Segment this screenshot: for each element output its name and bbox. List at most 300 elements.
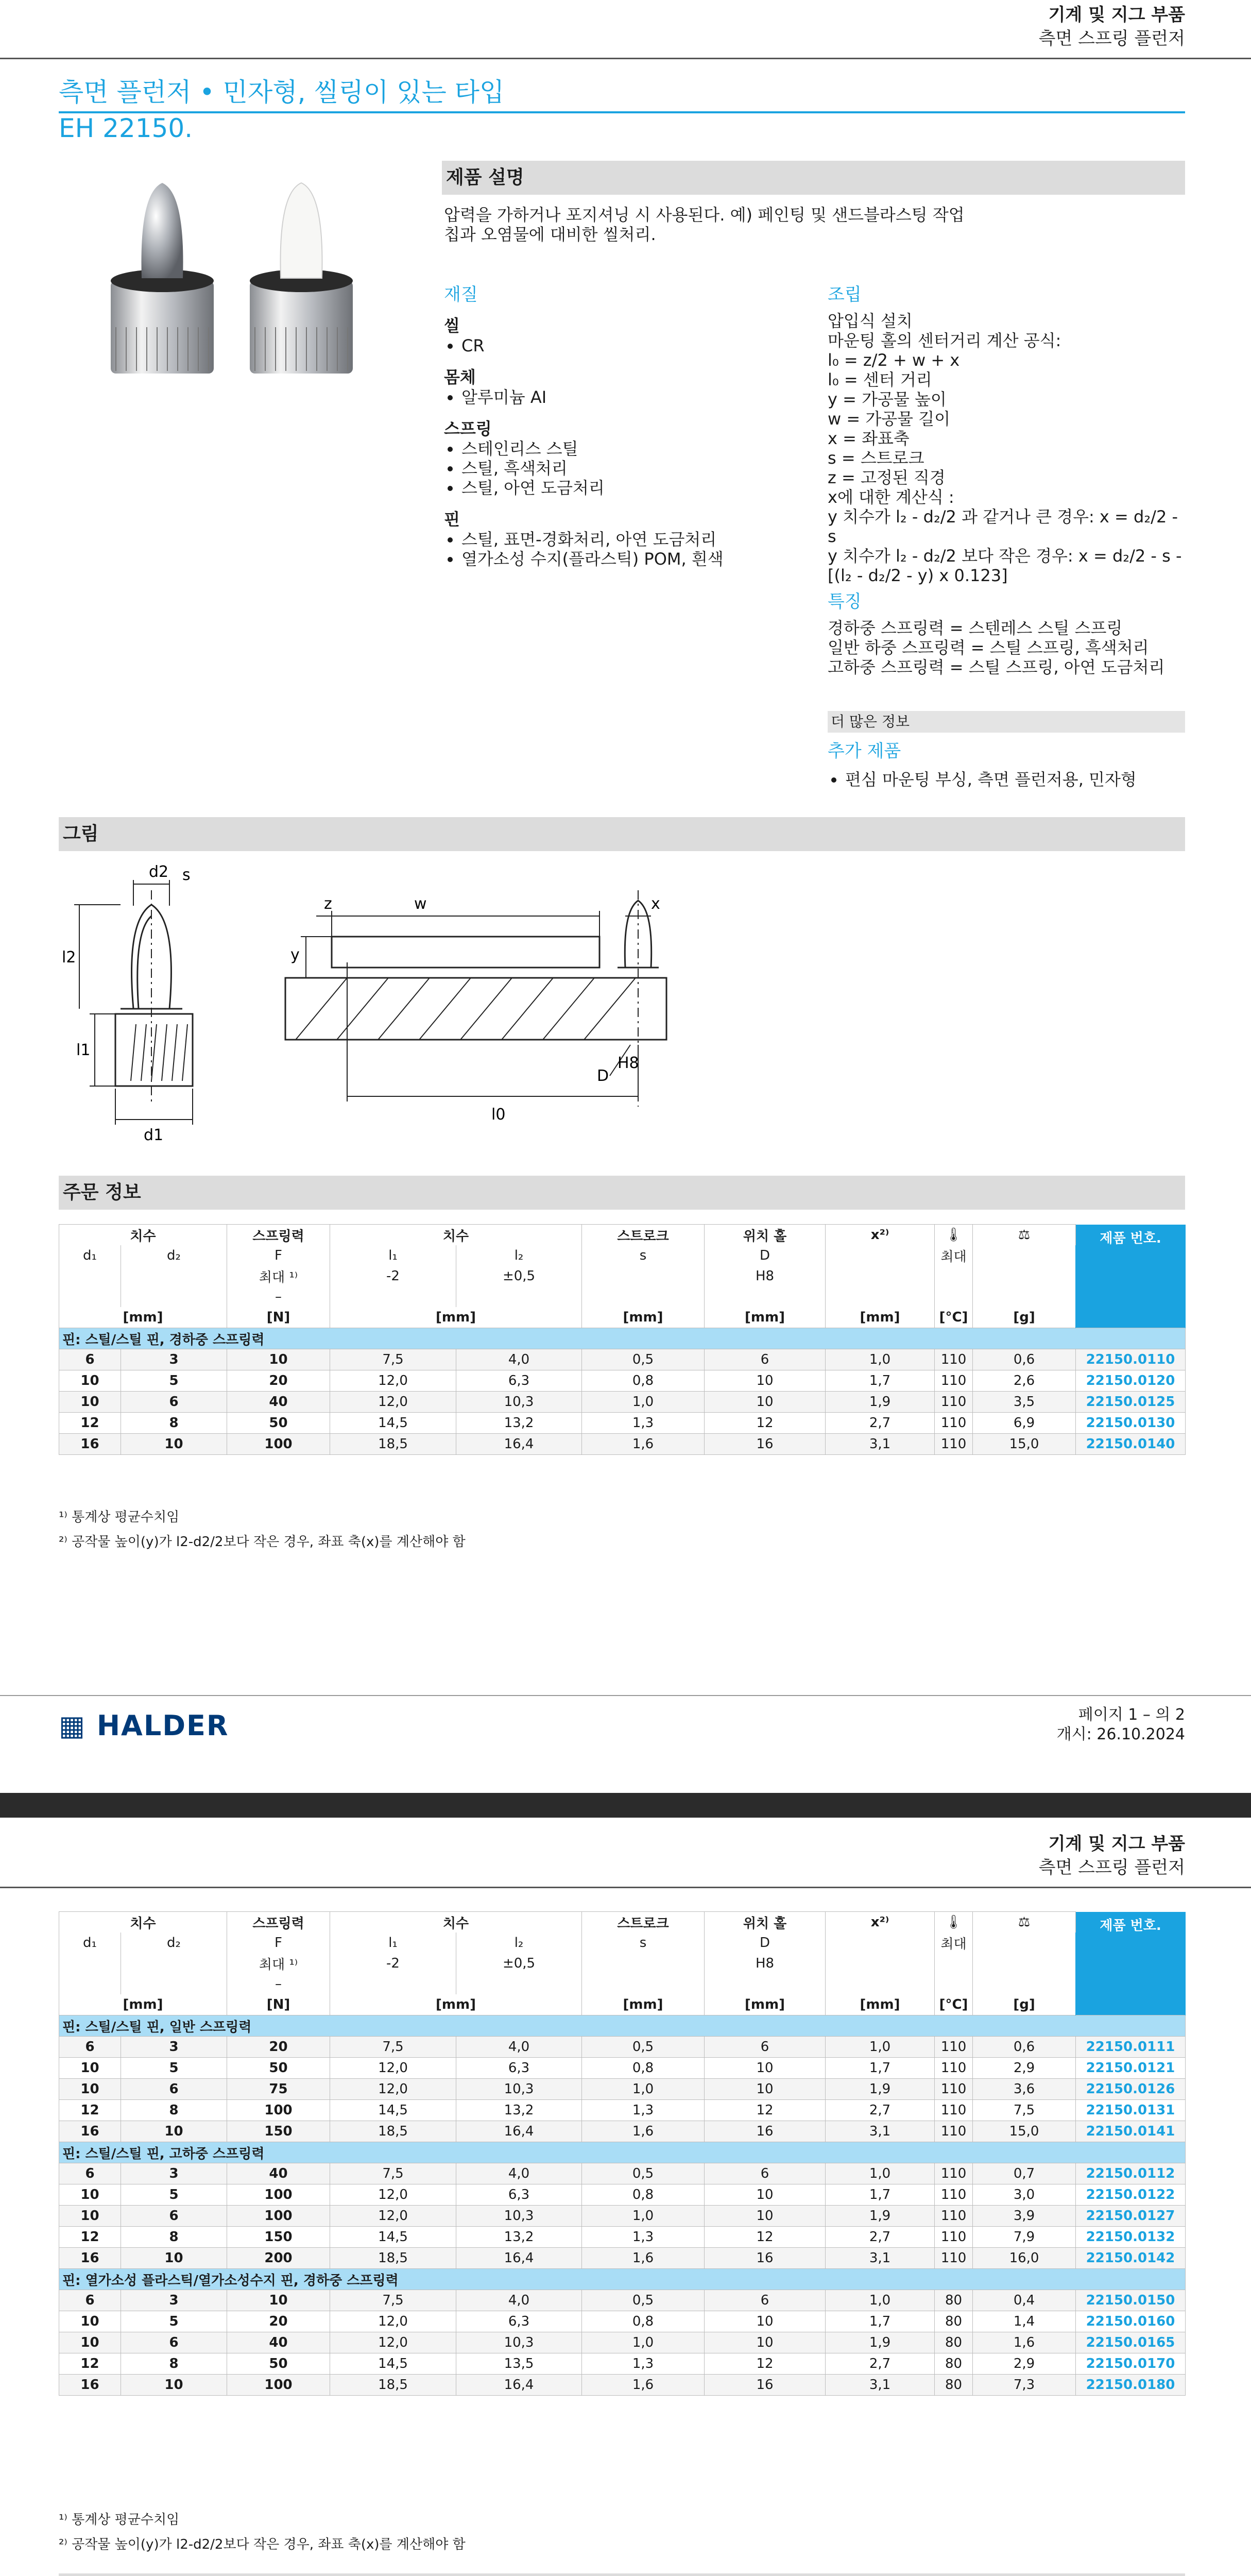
- article-number-link[interactable]: 22150.0132: [1076, 2227, 1186, 2248]
- table-cell: 1,7: [826, 1370, 935, 1392]
- table-cell: 1,6: [582, 1434, 705, 1455]
- col-s: s: [582, 1933, 705, 1953]
- label-l1: l1: [76, 1041, 91, 1059]
- col-F: F: [227, 1245, 330, 1266]
- article-number-link[interactable]: 22150.0121: [1076, 2058, 1186, 2079]
- table-cell: 100: [227, 1434, 330, 1455]
- col-dim: 치수: [59, 1225, 227, 1246]
- table-cell: 8: [121, 2227, 227, 2248]
- table-cell: 8: [121, 2100, 227, 2121]
- table-row: [59, 1434, 1186, 1455]
- footer-rule: [0, 1695, 1251, 1696]
- col-max: 최대: [935, 1933, 973, 1953]
- table-row: [59, 2079, 1186, 2100]
- article-number-link[interactable]: 22150.0170: [1076, 2353, 1186, 2375]
- article-number-link[interactable]: 22150.0130: [1076, 1413, 1186, 1434]
- table-row: [59, 2037, 1186, 2058]
- table-cell: 80: [935, 2290, 973, 2311]
- article-number-link[interactable]: 22150.0150: [1076, 2290, 1186, 2311]
- table-cell: 100: [227, 2100, 330, 2121]
- unit-N: [N]: [227, 1994, 330, 2015]
- unit-g: [g]: [973, 1994, 1076, 2015]
- table-cell: 10,3: [456, 2332, 582, 2353]
- table-cell: 3,9: [973, 2206, 1076, 2227]
- article-number-link[interactable]: 22150.0120: [1076, 1370, 1186, 1392]
- footnote-1b: ¹⁾ 통계상 평균수치임: [59, 2512, 180, 2528]
- table-cell: 12: [59, 2353, 121, 2375]
- table-cell: 1,7: [826, 2058, 935, 2079]
- technical-drawing: [59, 859, 708, 1148]
- table-cell: 1,6: [973, 2332, 1076, 2353]
- col-dim2: 치수: [330, 1225, 582, 1246]
- table-cell: 0,4: [973, 2290, 1076, 2311]
- table-cell: 4,0: [456, 2290, 582, 2311]
- table-cell: 1,3: [582, 2100, 705, 2121]
- material-section: [444, 283, 804, 569]
- table-cell: 150: [227, 2121, 330, 2142]
- spring-item: • 스틸, 아연 도금처리: [461, 478, 804, 498]
- table-cell: 10: [59, 2206, 121, 2227]
- description-line-2: 칩과 오염물에 대비한 씰처리.: [444, 225, 656, 244]
- table-cell: 1,3: [582, 2353, 705, 2375]
- table-cell: 15,0: [973, 2121, 1076, 2142]
- col-l2-tol: ±0,5: [456, 1266, 582, 1286]
- assembly-line: s = 스트로크: [828, 448, 924, 468]
- group-label: 핀: 스틸/스틸 핀, 일반 스프링력: [59, 2015, 1186, 2037]
- col-F-max: 최대 ¹⁾: [227, 1266, 330, 1286]
- table-row: [59, 2227, 1186, 2248]
- table-row: [59, 2332, 1186, 2353]
- table-cell: 2,9: [973, 2058, 1076, 2079]
- table-cell: 6: [121, 1392, 227, 1413]
- table-cell: 10: [59, 2311, 121, 2332]
- table-cell: 16,4: [456, 2375, 582, 2396]
- table-cell: 7,5: [330, 2037, 456, 2058]
- table-cell: 1,9: [826, 2206, 935, 2227]
- table-cell: 110: [935, 2058, 973, 2079]
- order-table-1: [59, 1224, 1186, 1455]
- col-l1: l₁: [330, 1933, 456, 1953]
- assembly-line: x = 좌표축: [828, 429, 910, 448]
- table-row: [59, 1370, 1186, 1392]
- col-F-dash: –: [227, 1974, 330, 1994]
- weight-icon: ⚖: [973, 1912, 1076, 1933]
- table-cell: 12,0: [330, 1370, 456, 1392]
- table-cell: 12,0: [330, 2332, 456, 2353]
- table-cell: 6,3: [456, 1370, 582, 1392]
- feature-line: 경하중 스프링력 = 스텐레스 스틸 스프링: [828, 618, 1123, 638]
- assembly-heading: 조립: [828, 284, 862, 305]
- order-heading: 주문 정보: [59, 1176, 1185, 1210]
- table-cell: 2,7: [826, 2100, 935, 2121]
- article-number-link[interactable]: 22150.0165: [1076, 2332, 1186, 2353]
- material-heading: 재질: [444, 284, 478, 305]
- table-cell: 12: [705, 1413, 826, 1434]
- table-cell: 0,8: [582, 1370, 705, 1392]
- table-cell: 20: [227, 2311, 330, 2332]
- table-cell: 6: [121, 2079, 227, 2100]
- table-cell: 110: [935, 2206, 973, 2227]
- table-cell: 16: [705, 2248, 826, 2269]
- description-line-1: 압력을 가하거나 포지셔닝 시 사용된다. 예) 페인팅 및 샌드블라스팅 작업: [444, 205, 965, 225]
- col-F: F: [227, 1933, 330, 1953]
- label-H8: H8: [618, 1054, 639, 1072]
- table-row: [59, 2184, 1186, 2206]
- label-z: z: [324, 895, 332, 913]
- table-cell: 12,0: [330, 2184, 456, 2206]
- table-cell: 13,2: [456, 1413, 582, 1434]
- label-s: s: [182, 866, 191, 884]
- table-cell: 10: [59, 1392, 121, 1413]
- table-cell: 2,6: [973, 1370, 1076, 1392]
- pin-heading: 핀: [444, 510, 460, 529]
- unit-mm: [mm]: [582, 1994, 705, 2015]
- article-number-link[interactable]: 22150.0131: [1076, 2100, 1186, 2121]
- table-cell: 10,3: [456, 2079, 582, 2100]
- table-cell: 40: [227, 2163, 330, 2184]
- table-cell: 1,0: [826, 2163, 935, 2184]
- table-cell: 110: [935, 2248, 973, 2269]
- table-cell: 20: [227, 2037, 330, 2058]
- table-cell: 7,5: [330, 1349, 456, 1370]
- table-cell: 6: [59, 2290, 121, 2311]
- unit-mm: [mm]: [59, 1307, 227, 1328]
- table-cell: 10: [705, 2206, 826, 2227]
- group-label: 핀: 열가소성 플라스틱/열가소성수지 핀, 경하중 스프링력: [59, 2269, 1186, 2290]
- unit-mm: [mm]: [705, 1994, 826, 2015]
- table-cell: 110: [935, 2037, 973, 2058]
- title-rule: [59, 111, 1185, 113]
- table-cell: 10: [705, 2079, 826, 2100]
- table-cell: 2,7: [826, 2353, 935, 2375]
- table-cell: 5: [121, 2184, 227, 2206]
- col-H8: H8: [705, 1953, 826, 1974]
- table-cell: 2,7: [826, 2227, 935, 2248]
- table-cell: 6: [59, 1349, 121, 1370]
- table-cell: 1,0: [582, 2206, 705, 2227]
- thermometer-icon: 🌡: [935, 1912, 973, 1933]
- unit-mm: [mm]: [330, 1994, 582, 2015]
- product-photo: [100, 173, 368, 389]
- table-cell: 110: [935, 1392, 973, 1413]
- table-cell: 10: [59, 2058, 121, 2079]
- col-F-max: 최대 ¹⁾: [227, 1953, 330, 1974]
- table-cell: 6: [59, 2037, 121, 2058]
- table-cell: 10,3: [456, 1392, 582, 1413]
- table-row: [59, 2248, 1186, 2269]
- col-dim2: 치수: [330, 1912, 582, 1933]
- thermometer-icon: 🌡: [935, 1225, 973, 1246]
- spring-heading: 스프링: [444, 419, 492, 438]
- header-category: 기계 및 지그 부품 측면 스프링 플런저: [1039, 3, 1185, 50]
- header-subcategory: 측면 스프링 플런저: [1038, 28, 1185, 49]
- table-cell: 0,5: [582, 2290, 705, 2311]
- col-D: D: [705, 1933, 826, 1953]
- table-cell: 16: [705, 2375, 826, 2396]
- table-cell: 0,5: [582, 2037, 705, 2058]
- table-cell: 16,4: [456, 1434, 582, 1455]
- table-cell: 7,3: [973, 2375, 1076, 2396]
- table-cell: 10: [227, 1349, 330, 1370]
- table-cell: 16: [59, 1434, 121, 1455]
- col-article: 제품 번호.: [1076, 1912, 1186, 2015]
- table-cell: 10: [59, 2184, 121, 2206]
- table-cell: 6: [59, 2163, 121, 2184]
- article-number-link[interactable]: 22150.0127: [1076, 2206, 1186, 2227]
- table-cell: 6,3: [456, 2311, 582, 2332]
- col-F-dash: –: [227, 1286, 330, 1307]
- table-cell: 6: [705, 2037, 826, 2058]
- table-cell: 12,0: [330, 2206, 456, 2227]
- table-cell: 3: [121, 2163, 227, 2184]
- table-cell: 7,5: [330, 2290, 456, 2311]
- table-cell: 16: [59, 2121, 121, 2142]
- table-cell: 3: [121, 2037, 227, 2058]
- table-cell: 0,5: [582, 2163, 705, 2184]
- table-cell: 3,1: [826, 2375, 935, 2396]
- table-cell: 5: [121, 2311, 227, 2332]
- col-d2: d₂: [121, 1245, 227, 1266]
- label-D: D: [597, 1067, 609, 1085]
- table-cell: 10: [121, 1434, 227, 1455]
- table-row: [59, 2290, 1186, 2311]
- table-cell: 6,3: [456, 2058, 582, 2079]
- extra-heading: 추가 제품: [828, 741, 901, 761]
- table-cell: 10: [705, 1370, 826, 1392]
- assembly-line: l₀ = 센터 거리: [828, 370, 932, 389]
- article-number-link[interactable]: 22150.0122: [1076, 2184, 1186, 2206]
- table-cell: 10: [705, 1392, 826, 1413]
- header-rule-2: [0, 1887, 1251, 1888]
- table-cell: 3,1: [826, 2248, 935, 2269]
- article-number-link[interactable]: 22150.0125: [1076, 1392, 1186, 1413]
- table-cell: 5: [121, 1370, 227, 1392]
- table-cell: 3,0: [973, 2184, 1076, 2206]
- table-cell: 50: [227, 2058, 330, 2079]
- table-cell: 0,8: [582, 2311, 705, 2332]
- table-cell: 4,0: [456, 2163, 582, 2184]
- article-number-link[interactable]: 22150.0126: [1076, 2079, 1186, 2100]
- col-dim: 치수: [59, 1912, 227, 1933]
- seal-heading: 씰: [444, 316, 460, 335]
- label-l2: l2: [62, 948, 76, 967]
- table-cell: 110: [935, 2184, 973, 2206]
- col-l2: l₂: [456, 1245, 582, 1266]
- table-cell: 100: [227, 2206, 330, 2227]
- table-cell: 110: [935, 1413, 973, 1434]
- col-l2: l₂: [456, 1933, 582, 1953]
- footnote-2: ²⁾ 공작물 높이(y)가 l2-d2/2보다 작은 경우, 좌표 축(x)를 계산해야 함: [59, 1534, 466, 1550]
- header-subcategory-2: 측면 스프링 플런저: [1038, 1857, 1185, 1878]
- table-cell: 10: [705, 2311, 826, 2332]
- article-number-link[interactable]: 22150.0140: [1076, 1434, 1186, 1455]
- table-cell: 18,5: [330, 2248, 456, 2269]
- unit-N: [N]: [227, 1307, 330, 1328]
- extra-product-link[interactable]: • 편심 마운팅 부싱, 측면 플런저용, 민자형: [845, 770, 1188, 789]
- order-table-2: [59, 1911, 1186, 2396]
- header-category-2: 기계 및 지그 부품 측면 스프링 플런저: [1039, 1832, 1185, 1879]
- table-cell: 110: [935, 1434, 973, 1455]
- table-cell: 0,6: [973, 2037, 1076, 2058]
- col-hole: 위치 홀: [705, 1912, 826, 1933]
- col-l1-tol: -2: [330, 1953, 456, 1974]
- col-x: x²⁾: [826, 1225, 935, 1246]
- table-row: [59, 2121, 1186, 2142]
- table-row: [59, 2353, 1186, 2375]
- table-cell: 5: [121, 2058, 227, 2079]
- col-d1: d₁: [59, 1933, 121, 1953]
- extra-products: [828, 740, 1188, 789]
- table-row: [59, 1392, 1186, 1413]
- table-cell: 18,5: [330, 2121, 456, 2142]
- article-number-link[interactable]: 22150.0110: [1076, 1349, 1186, 1370]
- table-cell: 12: [59, 2227, 121, 2248]
- table-cell: 3: [121, 1349, 227, 1370]
- table-cell: 7,5: [330, 2163, 456, 2184]
- table-cell: 8: [121, 1413, 227, 1434]
- table-cell: 4,0: [456, 1349, 582, 1370]
- table-cell: 0,6: [973, 1349, 1076, 1370]
- page-number: 페이지 1 – 의 2: [1078, 1706, 1185, 1724]
- assembly-line: x에 대한 계산식 :: [828, 487, 954, 507]
- unit-mm: [mm]: [826, 1994, 935, 2015]
- table-cell: 18,5: [330, 2375, 456, 2396]
- article-number-link[interactable]: 22150.0180: [1076, 2375, 1186, 2396]
- table-cell: 3: [121, 2290, 227, 2311]
- table-cell: 3,6: [973, 2079, 1076, 2100]
- assembly-line: l₀ = z/2 + w + x: [828, 350, 960, 370]
- table-cell: 1,3: [582, 1413, 705, 1434]
- table-cell: 10,3: [456, 2206, 582, 2227]
- table-row: [59, 2163, 1186, 2184]
- table-cell: 200: [227, 2248, 330, 2269]
- table-cell: 110: [935, 2079, 973, 2100]
- table-cell: 12: [705, 2227, 826, 2248]
- article-number-link[interactable]: 22150.0112: [1076, 2163, 1186, 2184]
- unit-mm: [mm]: [59, 1994, 227, 2015]
- table-cell: 12: [705, 2100, 826, 2121]
- table-cell: 12,0: [330, 2311, 456, 2332]
- article-number-link[interactable]: 22150.0111: [1076, 2037, 1186, 2058]
- col-stroke: 스트로크: [582, 1912, 705, 1933]
- page-separator: [0, 1793, 1251, 1818]
- table-cell: 100: [227, 2184, 330, 2206]
- table-cell: 13,2: [456, 2100, 582, 2121]
- table-cell: 80: [935, 2353, 973, 2375]
- table-cell: 1,0: [826, 2290, 935, 2311]
- label-y: y: [290, 946, 300, 964]
- table-cell: 110: [935, 1349, 973, 1370]
- col-article: 제품 번호.: [1076, 1225, 1186, 1328]
- table-header-row: [59, 1225, 1186, 1246]
- pin-item: • 스틸, 표면-경화처리, 아연 도금처리: [461, 530, 804, 549]
- assembly-section: [828, 283, 1188, 677]
- group-label: 핀: 스틸/스틸 핀, 고하중 스프링력: [59, 2142, 1186, 2163]
- table-cell: 10: [705, 2058, 826, 2079]
- assembly-line: y 치수가 l₂ - d₂/2 과 같거나 큰 경우: x = d₂/2 - s: [828, 507, 1178, 546]
- more-info-bar[interactable]: 더 많은 정보: [828, 711, 1185, 733]
- assembly-line: w = 가공물 길이: [828, 409, 951, 429]
- table-cell: 1,9: [826, 2332, 935, 2353]
- table-cell: 16,0: [973, 2248, 1076, 2269]
- product-title: 측면 플런저 • 민자형, 씰링이 있는 타입: [59, 77, 505, 107]
- table-cell: 3,1: [826, 2121, 935, 2142]
- table-row: [59, 2311, 1186, 2332]
- table-cell: 50: [227, 1413, 330, 1434]
- table-cell: 110: [935, 2100, 973, 2121]
- col-l2-tol: ±0,5: [456, 1953, 582, 1974]
- issue-date: 개시: 26.10.2024: [1056, 1725, 1185, 1743]
- table-cell: 1,6: [582, 2375, 705, 2396]
- table-cell: 1,7: [826, 2311, 935, 2332]
- label-x: x: [651, 895, 660, 913]
- col-H8: H8: [705, 1266, 826, 1286]
- label-d2: d2: [149, 863, 169, 881]
- table-row: [59, 2375, 1186, 2396]
- table-cell: 7,9: [973, 2227, 1076, 2248]
- table-cell: 10: [121, 2121, 227, 2142]
- table-cell: 40: [227, 2332, 330, 2353]
- table-cell: 40: [227, 1392, 330, 1413]
- table-cell: 1,9: [826, 1392, 935, 1413]
- table-cell: 13,5: [456, 2353, 582, 2375]
- col-x: x²⁾: [826, 1912, 935, 1933]
- table-cell: 10: [227, 2290, 330, 2311]
- table-cell: 6,3: [456, 2184, 582, 2206]
- footnote-1: ¹⁾ 통계상 평균수치임: [59, 1510, 180, 1525]
- article-number-link[interactable]: 22150.0142: [1076, 2248, 1186, 2269]
- table-cell: 1,0: [826, 2037, 935, 2058]
- spring-item: • 스테인리스 스틸: [461, 439, 804, 459]
- table-cell: 80: [935, 2375, 973, 2396]
- table-cell: 0,7: [973, 2163, 1076, 2184]
- assembly-line: 압입식 설치: [828, 311, 913, 331]
- table-cell: 80: [935, 2332, 973, 2353]
- table-cell: 6,9: [973, 1413, 1076, 1434]
- feature-line: 일반 하중 스프링력 = 스틸 스프링, 흑색처리: [828, 638, 1149, 657]
- table-cell: 16,4: [456, 2248, 582, 2269]
- table-cell: 2,7: [826, 1413, 935, 1434]
- assembly-line: [(l₂ - d₂/2 - y) x 0.123]: [828, 566, 1008, 585]
- article-number-link[interactable]: 22150.0141: [1076, 2121, 1186, 2142]
- assembly-line: 마운팅 홀의 센터거리 계산 공식:: [828, 331, 1061, 350]
- assembly-line: y = 가공물 높이: [828, 389, 947, 409]
- unit-C: [°C]: [935, 1994, 973, 2015]
- table-cell: 6: [121, 2332, 227, 2353]
- unit-mm: [mm]: [330, 1307, 582, 1328]
- article-number-link[interactable]: 22150.0160: [1076, 2311, 1186, 2332]
- table-cell: 110: [935, 2227, 973, 2248]
- table-cell: 20: [227, 1370, 330, 1392]
- table-cell: 1,9: [826, 2079, 935, 2100]
- table-cell: 3,1: [826, 1434, 935, 1455]
- table-cell: 1,7: [826, 2184, 935, 2206]
- table-cell: 18,5: [330, 1434, 456, 1455]
- assembly-line: y 치수가 l₂ - d₂/2 보다 작은 경우: x = d₂/2 - s -: [828, 546, 1182, 566]
- spring-item: • 스틸, 흑색처리: [461, 459, 804, 478]
- feature-line: 고하중 스프링력 = 스틸 스프링, 아연 도금처리: [828, 657, 1165, 677]
- table-cell: 1,0: [582, 1392, 705, 1413]
- halder-logo: ▦ HALDER: [59, 1709, 229, 1742]
- table-row: [59, 2100, 1186, 2121]
- table-cell: 80: [935, 2311, 973, 2332]
- table-cell: 10: [59, 1370, 121, 1392]
- table-cell: 8: [121, 2353, 227, 2375]
- table-cell: 1,4: [973, 2311, 1076, 2332]
- table-row: [59, 1349, 1186, 1370]
- col-spring: 스프링력: [227, 1912, 330, 1933]
- table-row: [59, 2058, 1186, 2079]
